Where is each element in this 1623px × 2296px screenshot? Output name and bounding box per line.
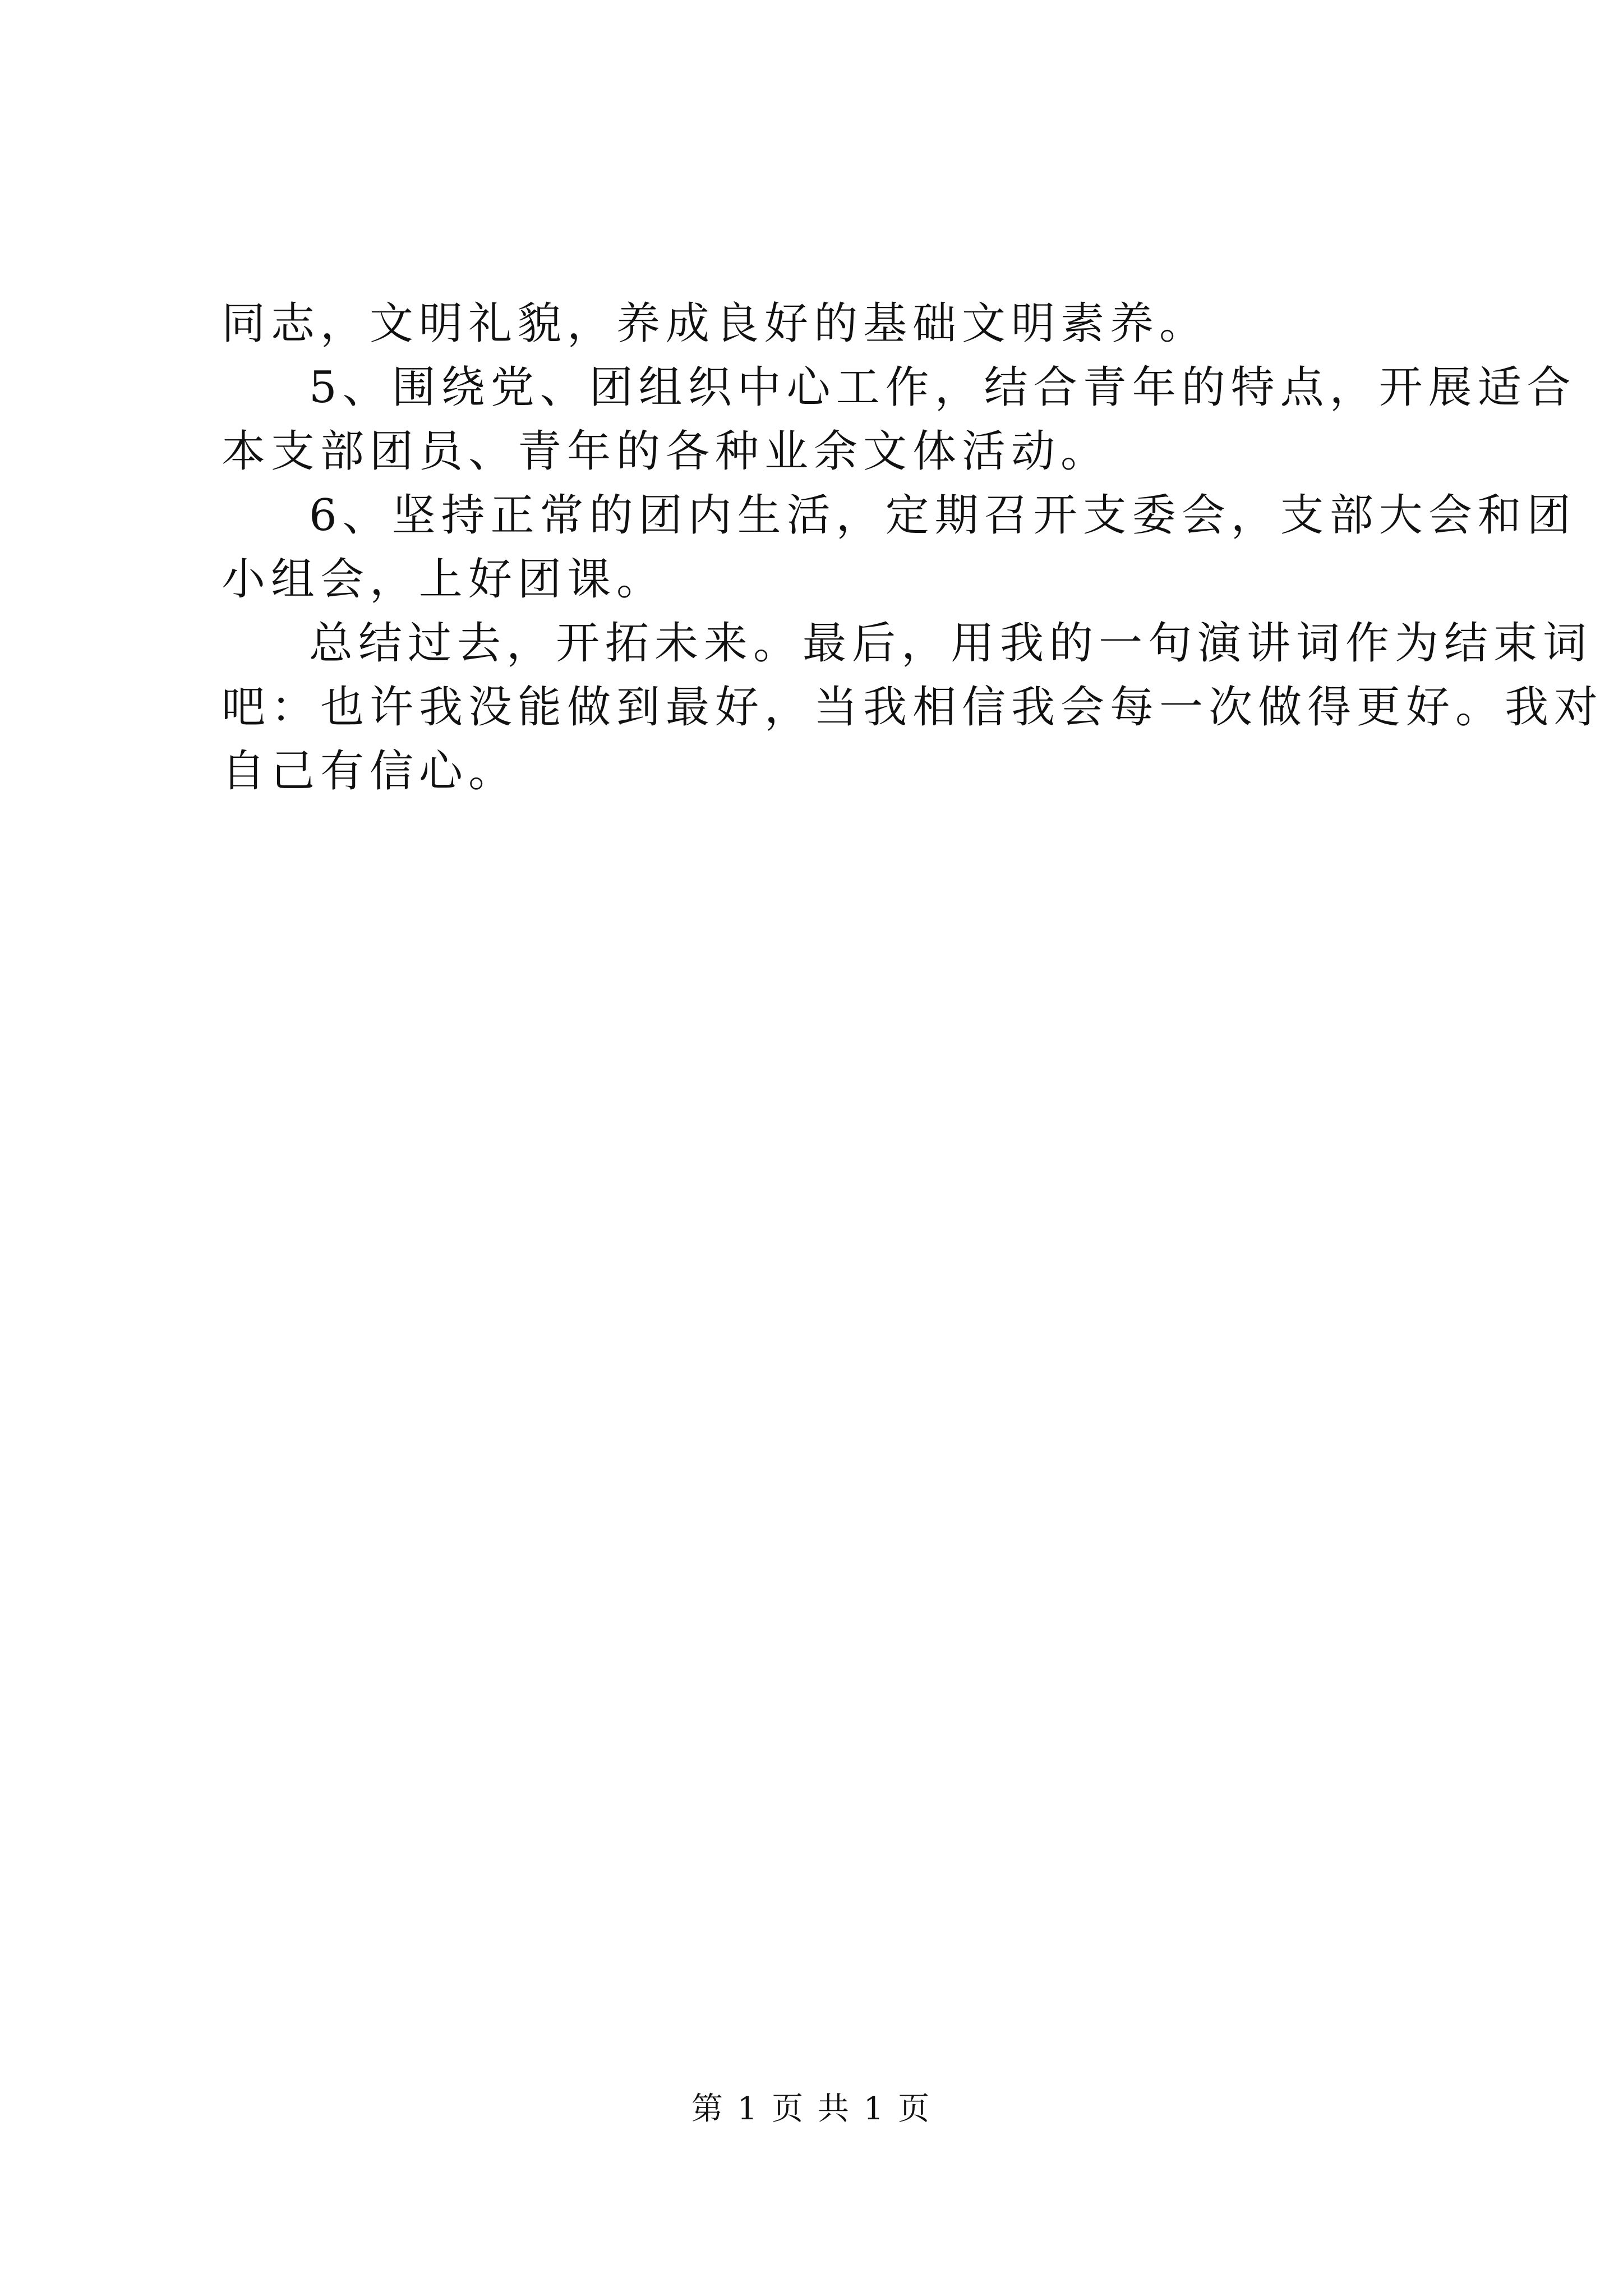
paragraph-line: 同志，文明礼貌，养成良好的基础文明素养。: [222, 298, 1209, 349]
paragraph-line: 总结过去，开拓未来。最后，用我的一句演讲词作为结束词: [309, 618, 1593, 669]
paragraph-line: 6、坚持正常的团内生活，定期召开支委会，支部大会和团: [309, 490, 1576, 541]
paragraph-line: 5、围绕党、团组织中心工作，结合青年的特点，开展适合: [309, 362, 1576, 413]
body-text: [222, 292, 1604, 803]
page-number-footer: 第 1 页 共 1 页: [691, 2091, 932, 2127]
paragraph-line: 本支部团员、青年的各种业余文体活动。: [222, 426, 1110, 477]
paragraph-line: 自己有信心。: [222, 746, 518, 797]
paragraph-line: 小组会，上好团课。: [222, 554, 666, 605]
paragraph-line: 吧：也许我没能做到最好，当我相信我会每一次做得更好。我对: [222, 682, 1604, 733]
